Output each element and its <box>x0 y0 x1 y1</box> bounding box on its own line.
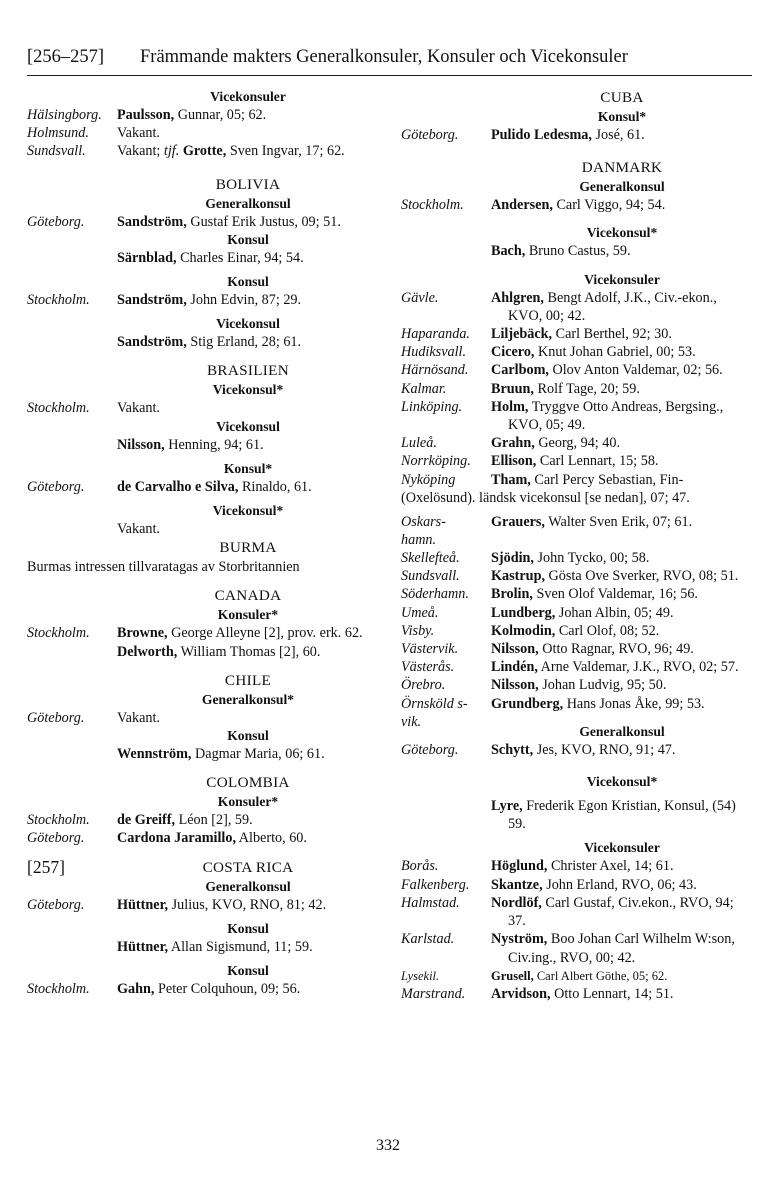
place-name: Örebro. <box>401 677 446 694</box>
entry-details: Vakant. <box>117 400 160 417</box>
entry-details: William Thomas [2], 60. <box>177 643 321 660</box>
entry-details: John Erland, RVO, 06; 43. <box>542 876 697 893</box>
page-header <box>27 44 752 72</box>
country-heading: CUBA <box>600 89 644 106</box>
person-name: Nordlöf, <box>491 894 542 911</box>
place-name: Stockholm. <box>27 812 90 829</box>
place-name: Sundsvall. <box>27 143 86 160</box>
person-name: Sandström, <box>117 334 187 351</box>
place-name: Gävle. <box>401 289 439 306</box>
entry-hudiksvall <box>401 343 753 361</box>
person-name: Carlbom, <box>491 362 549 379</box>
person-name: de Carvalho e Silva, <box>117 478 239 495</box>
entry-goteborg <box>27 829 379 847</box>
place-name: Västervik. <box>401 641 459 658</box>
entry-details: Sven Ingvar, 17; 62. <box>226 143 345 160</box>
person-name: Delworth, <box>117 643 178 660</box>
entry-vasteras <box>401 658 753 676</box>
person-name: Ellison, <box>491 453 537 470</box>
entry-vakant <box>27 520 379 538</box>
place-name: Göteborg. <box>27 478 85 495</box>
entry-skelleftea <box>401 549 753 567</box>
entry-details: Vakant; <box>117 143 164 160</box>
place-name: Falkenberg. <box>401 876 470 893</box>
entry-goteborg <box>27 478 379 496</box>
entry-details: José, 61. <box>591 127 645 143</box>
entry-stockholm <box>27 811 379 829</box>
section-heading: Vicekonsuler <box>584 271 660 287</box>
entry-details: Léon [2], 59. <box>175 812 253 829</box>
place-name: Linköping. <box>401 398 463 415</box>
person-name: Kolmodin, <box>491 622 556 639</box>
left-column <box>27 88 379 998</box>
entry-gavle <box>401 289 753 325</box>
section-heading: Konsul* <box>223 460 273 476</box>
entry-details: Peter Colquhoun, 09; 56. <box>154 981 301 998</box>
place-name: Göteborg. <box>401 127 459 143</box>
place-name: Stockholm. <box>27 400 90 417</box>
person-name: Sandström, <box>117 213 187 230</box>
place-name: Göteborg. <box>27 709 85 726</box>
place-name: Borås. <box>401 858 439 875</box>
person-name: Grahn, <box>491 435 535 452</box>
place-name: Göteborg. <box>27 896 85 913</box>
place-name: Söderhamn. <box>401 586 469 603</box>
entry-details: Gustaf Erik Justus, 09; 51. <box>186 213 341 230</box>
place-name-cont: hamn. <box>401 532 437 549</box>
entry-details: Rinaldo, 61. <box>238 478 312 495</box>
entry-wennstrom <box>27 745 379 763</box>
entry-halsingborg <box>27 106 379 124</box>
entry-sarnblad <box>27 249 379 267</box>
entry-visby <box>401 622 753 640</box>
person-name: Lundberg, <box>491 604 556 621</box>
person-name: Ahlgren, <box>491 289 544 306</box>
entry-linkoping <box>401 398 753 434</box>
entry-details: Carl Albert Göthe, 05; 62. <box>533 968 668 983</box>
entry-details: Otto Lennart, 14; 51. <box>550 985 674 1002</box>
entry-details: Rolf Tage, 20; 59. <box>533 380 640 397</box>
entry-stockholm <box>27 291 379 309</box>
section-heading: Vicekonsuler <box>210 89 286 104</box>
entry-boras <box>401 857 753 875</box>
place-name: Stockholm. <box>27 292 90 309</box>
place-name: Umeå. <box>401 604 439 621</box>
entry-details: Frederik Egon Kristian, Konsul, (54) 59. <box>508 798 736 833</box>
entry-soderhamn <box>401 585 753 603</box>
person-name: Paulsson, <box>117 107 175 123</box>
entry-nykoping-continuation: (Oxelösund). ländsk vicekonsul [se nedan], 07; 47. <box>401 489 690 506</box>
entry-falkenberg <box>401 876 753 894</box>
person-name: Cicero, <box>491 344 535 361</box>
entry-details: John Tycko, 00; 58. <box>533 550 650 567</box>
section-heading: Generalkonsul <box>579 179 665 195</box>
section-heading: Konsul <box>227 231 269 247</box>
entry-stig <box>27 333 379 351</box>
person-name: Brolin, <box>491 586 533 603</box>
place-name: Göteborg. <box>401 741 459 758</box>
section-heading: Generalkonsul <box>205 195 291 211</box>
section-heading: Generalkonsul* <box>201 691 295 707</box>
person-name: Bach, <box>491 243 526 260</box>
person-name: Grauers, <box>491 514 545 531</box>
entry-details: Knut Johan Gabriel, 00; 53. <box>534 344 696 361</box>
person-name: Grundberg, <box>491 695 564 712</box>
person-name: Sandström, <box>117 292 187 309</box>
place-name: Halmstad. <box>401 894 460 911</box>
entry-details: Olov Anton Valdemar, 02; 56. <box>548 362 723 379</box>
right-column <box>401 88 753 1003</box>
section-heading: Konsuler* <box>217 607 279 623</box>
entry-details: Carl Viggo, 94; 54. <box>552 197 666 214</box>
abbreviation: tjf. <box>163 143 180 160</box>
person-name: Nyström, <box>491 931 548 948</box>
entry-details: Allan Sigismund, 11; 59. <box>168 938 313 955</box>
entry-details: Georg, 94; 40. <box>534 435 621 452</box>
entry-details: Vakant. <box>117 125 160 142</box>
entry-kalmar <box>401 380 753 398</box>
person-name: Wennström, <box>117 746 192 763</box>
entry-details: Vakant. <box>117 709 160 726</box>
person-name: Nilsson, <box>117 436 165 453</box>
country-heading: BOLIVIA <box>215 175 281 193</box>
country-heading: DANMARK <box>581 159 663 177</box>
section-heading: Vicekonsul* <box>212 382 284 398</box>
entry-details: Hans Jonas Åke, 99; 53. <box>563 695 705 712</box>
section-heading: Vicekonsuler <box>584 840 660 856</box>
entry-details: Tryggve Otto Andreas, Bergsing., KVO, 05; 49. <box>508 398 724 434</box>
entry-details: Johan Albin, 05; 49. <box>555 604 674 621</box>
place-name: Nyköping <box>401 471 456 488</box>
person-name: Grusell, <box>491 968 534 983</box>
place-name: Marstrand. <box>401 985 466 1002</box>
place-name: Stockholm. <box>27 981 90 998</box>
place-name: Oskars- <box>401 514 446 531</box>
section-heading: Konsul <box>227 963 269 979</box>
entry-stockholm <box>27 980 379 998</box>
entry-details: Henning, 94; 61. <box>164 436 264 453</box>
entry-details: Carl Gustaf, Civ.ekon., RVO, 94; 37. <box>508 894 734 930</box>
section-heading: Konsul <box>227 274 269 290</box>
entry-details: Carl Olof, 08; 52. <box>555 622 660 639</box>
person-name: Gahn, <box>117 981 155 998</box>
entry-karlstad <box>401 930 753 966</box>
place-name: Sundsvall. <box>401 568 460 585</box>
person-name: Lindén, <box>491 659 538 676</box>
person-name: Nilsson, <box>491 677 539 694</box>
section-heading: Konsul <box>227 728 269 744</box>
entry-details: Boo Johan Carl Wilhelm W:son, Civ.ing., RVO, 00; 42. <box>508 931 735 966</box>
entry-vastervik <box>401 640 753 658</box>
entry-umea <box>401 604 753 622</box>
entry-nykoping <box>401 471 753 489</box>
section-heading: Vicekonsul* <box>586 225 658 241</box>
place-name: Kalmar. <box>401 380 447 397</box>
section-heading: Vicekonsul* <box>212 503 284 519</box>
entry-details: Dagmar Maria, 06; 61. <box>191 746 325 763</box>
person-name: Tham, <box>491 471 531 488</box>
place-name: Haparanda. <box>401 326 470 343</box>
entry-details: Johan Ludvig, 95; 50. <box>538 677 667 694</box>
section-heading: Generalkonsul <box>579 723 665 739</box>
entry-holmsund <box>27 124 379 142</box>
entry-details: Walter Sven Erik, 07; 61. <box>544 514 693 531</box>
place-name: Stockholm. <box>27 625 90 642</box>
person-name: Särnblad, <box>117 249 177 266</box>
place-name: Stockholm. <box>401 197 464 214</box>
country-heading: COSTA RICA <box>202 858 294 876</box>
person-name: Höglund, <box>491 858 548 875</box>
place-name-cont: vik. <box>401 713 422 730</box>
person-name: Browne, <box>117 625 168 642</box>
page-reference: [256–257] <box>27 47 105 67</box>
person-name: Pulido Ledesma, <box>491 127 592 143</box>
person-name: Lyre, <box>491 798 523 815</box>
entry-oskarshamn <box>401 513 753 549</box>
entry-details: Otto Ragnar, RVO, 96; 49. <box>538 641 694 658</box>
entry-sundsvall <box>401 567 753 585</box>
person-name: Bruun, <box>491 380 534 397</box>
entry-details: Carl Percy Sebastian, Fin- <box>530 471 684 488</box>
place-name: Göteborg. <box>27 830 85 847</box>
person-name: Cardona Jaramillo, <box>117 830 237 847</box>
person-name: Schytt, <box>491 741 534 758</box>
burma-note: Burmas intressen tillvaratagas av Storbritannien <box>27 559 300 576</box>
section-heading: Konsuler* <box>217 794 279 810</box>
place-name: Hudiksvall. <box>401 344 467 361</box>
country-heading: BRASILIEN <box>206 362 289 380</box>
country-heading: BURMA <box>219 539 277 557</box>
place-name: Västerås. <box>401 659 455 676</box>
entry-details: Julius, KVO, RNO, 81; 42. <box>168 896 327 913</box>
place-name: Norrköping. <box>401 453 471 470</box>
section-heading: Konsul* <box>597 109 647 124</box>
person-name: Hüttner, <box>117 938 169 955</box>
person-name: Holm, <box>491 398 529 415</box>
entry-huttner <box>27 938 379 956</box>
page-marker: [257] <box>27 856 65 877</box>
entry-stockholm <box>27 399 379 417</box>
country-heading: CANADA <box>214 587 282 605</box>
place-name: Visby. <box>401 622 435 639</box>
person-name: Kastrup, <box>491 568 545 585</box>
entry-stockholm <box>27 624 379 642</box>
place-name: Örnsköld s- <box>401 695 468 712</box>
entry-delworth <box>27 643 379 661</box>
entry-haparanda <box>401 325 753 343</box>
country-heading: CHILE <box>224 671 272 689</box>
place-name: Lysekil. <box>401 968 440 983</box>
entry-details: Christer Axel, 14; 61. <box>547 858 674 875</box>
entry-lysekil <box>401 967 753 985</box>
person-name: de Greiff, <box>117 812 176 829</box>
entry-details: Gösta Ove Sverker, RVO, 08; 51. <box>545 568 739 585</box>
entry-lyre <box>401 797 753 833</box>
entry-details: Carl Berthel, 92; 30. <box>552 326 672 343</box>
entry-goteborg <box>401 126 753 144</box>
person-name: Grotte, <box>179 143 227 160</box>
entry-norrkoping <box>401 452 753 470</box>
person-name: Hüttner, <box>117 896 169 913</box>
entry-details: Alberto, 60. <box>236 830 307 847</box>
entry-bach <box>401 242 753 260</box>
entry-details: Charles Einar, 94; 54. <box>176 249 304 266</box>
entry-stockholm <box>401 196 753 214</box>
entry-goteborg <box>401 741 753 759</box>
header-rule <box>27 75 752 76</box>
person-name: Andersen, <box>491 197 553 214</box>
entry-sundsvall <box>27 142 379 160</box>
entry-details: Stig Erland, 28; 61. <box>186 334 302 351</box>
person-name: Skantze, <box>491 876 543 893</box>
entry-details: Bengt Adolf, J.K., Civ.-ekon., KVO, 00; 42. <box>508 289 717 324</box>
entry-orebro <box>401 676 753 694</box>
section-heading: Konsul <box>227 920 269 936</box>
section-heading: Vicekonsul <box>216 316 280 332</box>
entry-details: Jes, KVO, RNO, 91; 47. <box>533 741 676 758</box>
entry-goteborg <box>27 896 379 914</box>
costa-rica-block <box>27 858 379 878</box>
entry-details: Sven Olof Valdemar, 16; 56. <box>532 586 698 603</box>
person-name: Nilsson, <box>491 641 539 658</box>
entry-goteborg <box>27 213 379 231</box>
entry-marstrand <box>401 985 753 1003</box>
place-name: Härnösand. <box>401 362 469 379</box>
entry-nilsson <box>27 436 379 454</box>
place-name: Skellefteå. <box>401 550 460 567</box>
page-number: 332 <box>376 1137 400 1154</box>
place-name: Göteborg. <box>27 213 85 230</box>
section-heading: Vicekonsul* <box>586 774 658 790</box>
person-name: Sjödin, <box>491 550 534 567</box>
page-title: Främmande makters Generalkonsuler, Konsuler och Vicekonsuler <box>140 47 628 67</box>
place-name: Holmsund. <box>27 125 89 142</box>
entry-details: Gunnar, 05; 62. <box>174 107 267 123</box>
entry-details: Vakant. <box>117 521 160 538</box>
entry-harnosand <box>401 361 753 379</box>
entry-ornskoldsvik <box>401 695 753 730</box>
entry-halmstad <box>401 894 753 930</box>
section-heading: Generalkonsul <box>205 878 291 894</box>
entry-details: George Alleyne [2], prov. erk. 62. <box>167 625 363 642</box>
entry-lulea <box>401 434 753 452</box>
entry-details: Carl Lennart, 15; 58. <box>536 453 659 470</box>
place-name: Karlstad. <box>401 931 455 948</box>
entry-details: Bruno Castus, 59. <box>525 243 631 260</box>
entry-goteborg <box>27 709 379 727</box>
country-heading: COLOMBIA <box>206 774 290 792</box>
place-name: Luleå. <box>401 435 437 452</box>
entry-details: John Edvin, 87; 29. <box>186 292 302 309</box>
place-name: Hälsingborg. <box>27 107 102 123</box>
entry-details: Arne Valdemar, J.K., RVO, 02; 57. <box>537 659 739 676</box>
section-heading: Vicekonsul <box>216 418 280 434</box>
person-name: Liljebäck, <box>491 326 553 343</box>
person-name: Arvidson, <box>491 985 551 1002</box>
